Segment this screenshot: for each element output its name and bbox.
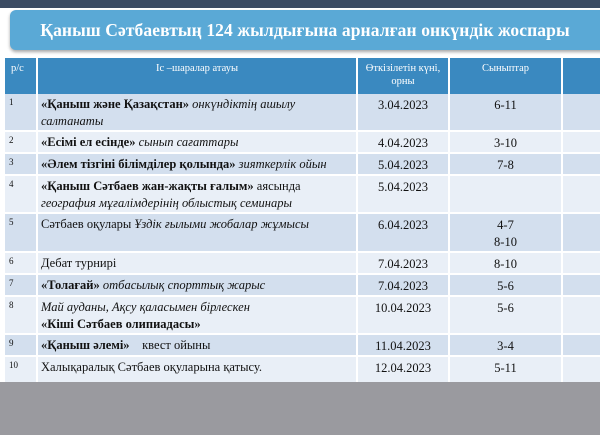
row-grades: 5-11 [450, 357, 563, 387]
table-row [5, 154, 600, 176]
row-event [38, 214, 358, 253]
row-num: 4 [5, 176, 38, 214]
row-extra [563, 253, 600, 275]
row-date: 11.04.2023 [358, 335, 450, 357]
plan-table-container [5, 58, 600, 387]
event-bold: «Қаныш және Қазақстан» [41, 97, 190, 111]
event-rest-line2: география мұғалімдерінің облыстық семинары [41, 196, 292, 210]
row-event [38, 335, 358, 357]
row-date: 3.04.2023 [358, 94, 450, 132]
event-bold: «Қаныш Сәтбаев жан-жақты ғалым» [41, 179, 254, 193]
row-extra [563, 176, 600, 214]
row-grades: 5-6 [450, 275, 563, 297]
event-rest: сынып сағаттары [135, 135, 239, 149]
row-num: 3 [5, 154, 38, 176]
event-bold: «Есімі ел есінде» [41, 135, 136, 149]
row-date: 10.04.2023 [358, 297, 450, 335]
row-num: 1 [5, 94, 38, 132]
event-rest: аясында [253, 179, 301, 193]
table-row [5, 275, 600, 297]
event-bold: «Толағай» [41, 278, 100, 292]
top-bar [0, 0, 600, 8]
table-row [5, 94, 600, 132]
table-row [5, 335, 600, 357]
event-rest: онкүндіктің ашылу салтанаты [41, 97, 296, 128]
header-extra [563, 58, 600, 94]
row-event [38, 253, 358, 275]
header-num: р/с [5, 58, 38, 94]
row-grades: 7-8 [450, 154, 563, 176]
row-num: 9 [5, 335, 38, 357]
row-date: 12.04.2023 [358, 357, 450, 387]
row-event [38, 132, 358, 154]
bottom-background [0, 382, 600, 435]
row-extra [563, 132, 600, 154]
row-event [38, 176, 358, 214]
row-event [38, 275, 358, 297]
row-grades: 3-10 [450, 132, 563, 154]
row-num: 10 [5, 357, 38, 387]
row-date: 6.04.2023 [358, 214, 450, 253]
row-num: 6 [5, 253, 38, 275]
header-date: Өткізілетін күні, орны [358, 58, 450, 94]
page-title: Қаныш Сәтбаевтың 124 жылдығына арналған онкүндік жоспары [10, 10, 600, 50]
row-date: 7.04.2023 [358, 275, 450, 297]
grades-line1: 4-7 [497, 218, 514, 232]
event-plain: Дебат турнирі [41, 256, 117, 270]
row-date: 5.04.2023 [358, 176, 450, 214]
row-num: 8 [5, 297, 38, 335]
event-italic-line: Май ауданы, Ақсу қаласымен бірлескен [41, 300, 250, 314]
event-plain: Сәтбаев оқулары [41, 217, 132, 231]
row-event [38, 94, 358, 132]
grades-line2: 8-10 [494, 235, 517, 249]
header-event: Іс –шаралар атауы [38, 58, 358, 94]
row-grades: 6-11 [450, 94, 563, 132]
row-extra [563, 154, 600, 176]
row-event [38, 154, 358, 176]
row-event [38, 297, 358, 335]
table-header-row [5, 58, 600, 94]
event-rest: отбасылық спорттық жарыс [99, 278, 266, 292]
row-extra [563, 275, 600, 297]
row-extra [563, 94, 600, 132]
row-num: 2 [5, 132, 38, 154]
header-grades: Сыныптар [450, 58, 563, 94]
row-grades: 5-6 [450, 297, 563, 335]
row-date: 7.04.2023 [358, 253, 450, 275]
table-row [5, 214, 600, 253]
event-rest: зияткерлік ойын [235, 157, 327, 171]
row-date: 4.04.2023 [358, 132, 450, 154]
row-grades: 3-4 [450, 335, 563, 357]
row-num: 7 [5, 275, 38, 297]
row-extra [563, 335, 600, 357]
event-bold: «Кіші Сәтбаев олипиадасы» [41, 317, 201, 331]
row-extra [563, 297, 600, 335]
event-plain: Халықаралық Сәтбаев оқуларына қатысу. [41, 360, 263, 374]
event-bold: «Әлем тізгіні білімділер қолында» [41, 157, 236, 171]
event-bold: «Қаныш әлемі» [41, 338, 130, 352]
row-grades: 8-10 [450, 253, 563, 275]
row-num: 5 [5, 214, 38, 253]
plan-table [5, 58, 600, 387]
row-grades [450, 214, 563, 253]
table-row [5, 132, 600, 154]
row-grades [450, 176, 563, 214]
row-extra [563, 214, 600, 253]
table-row [5, 297, 600, 335]
event-rest: квест ойыны [129, 338, 211, 352]
table-row [5, 253, 600, 275]
event-rest: Ұздік ғылыми жобалар жұмысы [131, 217, 309, 231]
table-row [5, 176, 600, 214]
row-date: 5.04.2023 [358, 154, 450, 176]
